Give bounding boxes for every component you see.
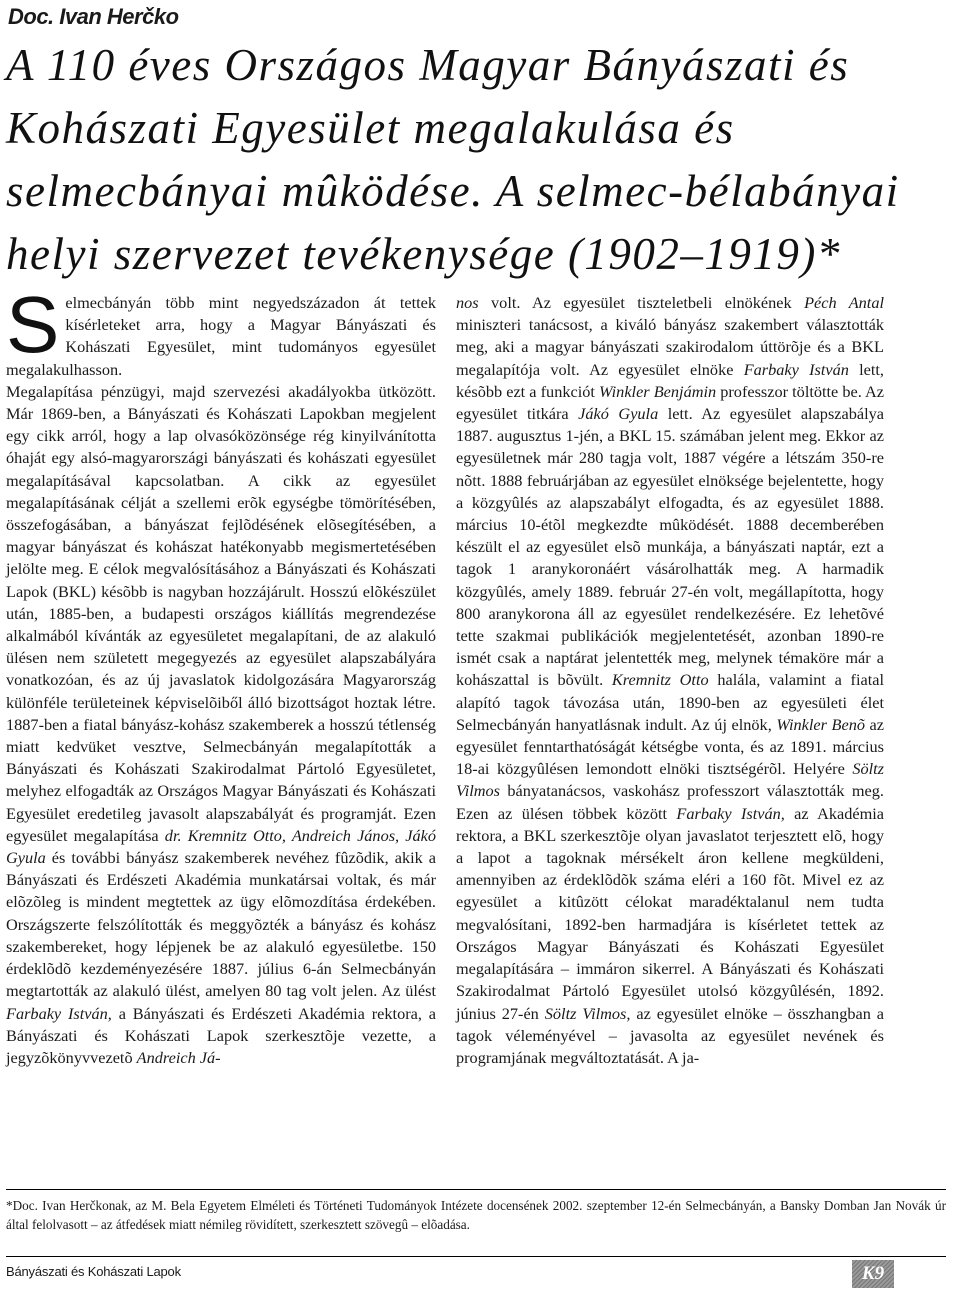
body-text: az egyesület elnöke – összhangban a tagok véleményével – javasolta az egyesület nevének és programjának megváltoztatását. A ja- <box>456 1003 885 1067</box>
secretary-name: Andreich Já- <box>136 1047 221 1067</box>
intro-text: elmecbányán több mint negyedszázadon át tettek kísérleteket arra, hogy a Magyar Bányászati és Kohászati Egyesület, mint tudományos egyesület megalakulhasson. <box>6 293 436 379</box>
body-text: miniszteri tanácsost, a kiváló bányász szakembert választották meg, aki a magyar bányászati szakirodalom úttörõje és a BKL megalapítója volt. Az egyesület elnöke <box>456 315 884 379</box>
author-name: Doc. Ivan Herčko <box>8 4 179 29</box>
body-text: Megalapítása pénzügyi, majd szervezési akadályokba ütközött. Már 1869-ben, a Bányászati és Kohászati Lapokban megjelent egy cikk arról, hogy a lap olvasóközönsége rég kinyilvánította óhaját egy alsó-magyarországi bányászati és kohászati egyesület megalapításával kapcsolatban. A cikk az egyesület megalapításának célját a szellemi erõk egységbe tömörítésében, összefogásában, a bányászat fejlõdésének elõsegítésében, a magyar bányászat és kohászat hatékonyabb megismertetésében jelölte meg. E célok megvalósításához a Bányászati és Kohászati Lapok (BKL) késõbb is nagyban hozzájárult. Hosszú elõkészület után, 1885-ben, a budapesti országos kiállítás megrendezése alkalmából kívánták az egyesületet megalapítani, de az alakuló ülésen nem született megegyezés az egyesület alapszabályára vonatkozóan, és az új javaslatok kidolgozására Magyarország különféle területeinek képviselõiből álló bizottságot hoztak létre. 1887-ben a fiatal bányász-kohász szakemberek a hosszú tétlenség miatt kedvüket vesztve, Selmecbányán megalapították a Bányászati és Kohászati Szakirodalmat Pártoló Egyesületet, melyhez elfogadták az Országos Magyar Bányászati és Kohászati Egyesület eredetileg javasolt alapszabályát és programját. Ezen egyesület megalapítása <box>6 381 436 845</box>
body-text: a Bányászati és Erdészeti Akadémia rektora, a Bányászati és Kohászati Lapok szerkesztõje vezette, a jegyzõkönyvvezetõ <box>6 1003 437 1067</box>
person-name: Winkler Benõ <box>776 714 865 734</box>
journal-name: Bányászati és Kohászati Lapok <box>6 1264 181 1279</box>
body-paragraph-continued <box>456 292 884 1069</box>
body-text: bányatanácsos, vaskohász professzort választották meg. Ezen az ülésen többek között <box>456 781 884 823</box>
person-name: Farbaky István, <box>676 803 785 823</box>
person-name: Kremnitz Otto <box>611 670 709 690</box>
body-text: halála, valamint a fiatal alapító tagok távozása után, 1890-ben az egyesületi élet Selmecbányán hanyatlásnak indult. Az új elnök, <box>456 670 884 734</box>
body-text: az Akadémia rektora, a BKL szerkesztõje olyan javaslatot terjesztett elõ, hogy a lapot a tagoknak mérsékelt áron kellene megküldeni, amennyiben az érdeklõdõk száma eléri a 160 fõt. Mivel ez az egyesület a kitûzött célokat maradéktalanul nem tudta megvalósítani, 1892-ben harmadjára is kísérletet tettek az Országos Magyar Bányászati és Kohászati Egyesület megalapítására – immáron sikerrel. A Bányászati és Kohászati Szakirodalmat Pártoló Egyesület utolsó közgyûlésén, 1892. június 27-én <box>456 803 884 1023</box>
person-name: Péch Antal <box>804 293 884 312</box>
body-text: és további bányász szakemberek nevéhez fûzõdik, akik a Bányászati és Erdészeti Akadémia munkatársai voltak, és már elõzõleg is mindent megtettek az ügy elõmozdítása érdekében. Országszerte felszólították és meggyõzték a bányász és kohász szakembereket, hogy lépjenek be az alakuló egyesületbe. 150 érdeklõdõ kezdeményezésére 1887. július 6-án Selmecbányán megtartották az alakuló ülést, amelyen 80 tag volt jelen. Az ülést <box>6 848 436 1001</box>
body-text: professzor töltötte be. Az egyesület titkára <box>456 381 884 424</box>
body-paragraph <box>6 381 436 1069</box>
person-name: Söltz Vilmos, <box>544 1003 631 1023</box>
body-text: lett. Az egyesület alapszabálya 1887. augusztus 1-jén, a BKL 15. számában jelent meg. Ekkor az egyesületnek már 280 tagja volt, 1887 végére a létszám 350-re nõtt. 1888 februárjában az egyesület elnöksége bejelentette, hogy a közgyûlés az alapszabályt elfogadta, és az egyesület 1888. március 10-étõl megkezdte mûködését. 1888 decemberében készült el az egyesület elsõ munkája, a bányászati naptár, ezt a tagok 1 aranykoronáért vásárolhatták meg. A harmadik közgyûlés, amely 1889. február 27-én volt, megállapította, hogy 800 aranykorona áll az egyesület rendelkezésére. Ez lehetõvé tette szakmai publikációk megjelentetését, azonban 1890-re ismét csak a naptárat jelentették meg, melynek témaköre már a kohászattal is bõvült. <box>456 404 884 690</box>
drop-cap: S <box>6 280 60 369</box>
right-column <box>456 292 884 1069</box>
founder-names: dr. Kremnitz Otto, Andreich János, Jákó Gyula <box>6 825 437 868</box>
page-number: K9 <box>861 1263 885 1284</box>
footer-divider <box>6 1256 946 1257</box>
footnote-divider <box>6 1189 946 1190</box>
person-name: Söltz Vilmos <box>456 759 884 801</box>
left-column <box>6 280 437 1069</box>
person-name: nos <box>456 293 479 312</box>
person-name: Jákó Gyula <box>578 404 659 424</box>
body-text: az egyesület fenntarthatóságát kétségbe vonta, és az 1891. március 18-ai közgyûlésen lemondott elnöki tisztségérõl. Helyére <box>456 714 884 779</box>
article-title: A 110 éves Országos Magyar Bányászati és Kohászati Egyesület megalakulása és selmecbányai mûködése. A selmec-bélabányai helyi szervezet tevékenysége (1902–1919)* <box>6 40 900 279</box>
intro-paragraph <box>6 280 436 381</box>
person-name: Farbaky István <box>743 359 849 379</box>
chair-name: Farbaky István, <box>6 1003 112 1023</box>
footnote: *Doc. Ivan Herčkonak, az M. Bela Egyetem Elméleti és Történeti Tudományok Intézete docensének 2002. szeptember 12-én Selmecbányán, a Bansky Domban Jan Novák úr által felolvasott – az átfedések miatt némileg rövidített, szerkesztett szövegû – elõadása. <box>6 1198 946 1232</box>
body-text: lett, késõbb ezt a funkciót <box>456 359 885 401</box>
page-number-badge <box>852 1260 894 1288</box>
person-name: Winkler Benjámin <box>599 381 717 401</box>
body-text: volt. Az egyesület tiszteletbeli elnökének <box>478 293 805 312</box>
